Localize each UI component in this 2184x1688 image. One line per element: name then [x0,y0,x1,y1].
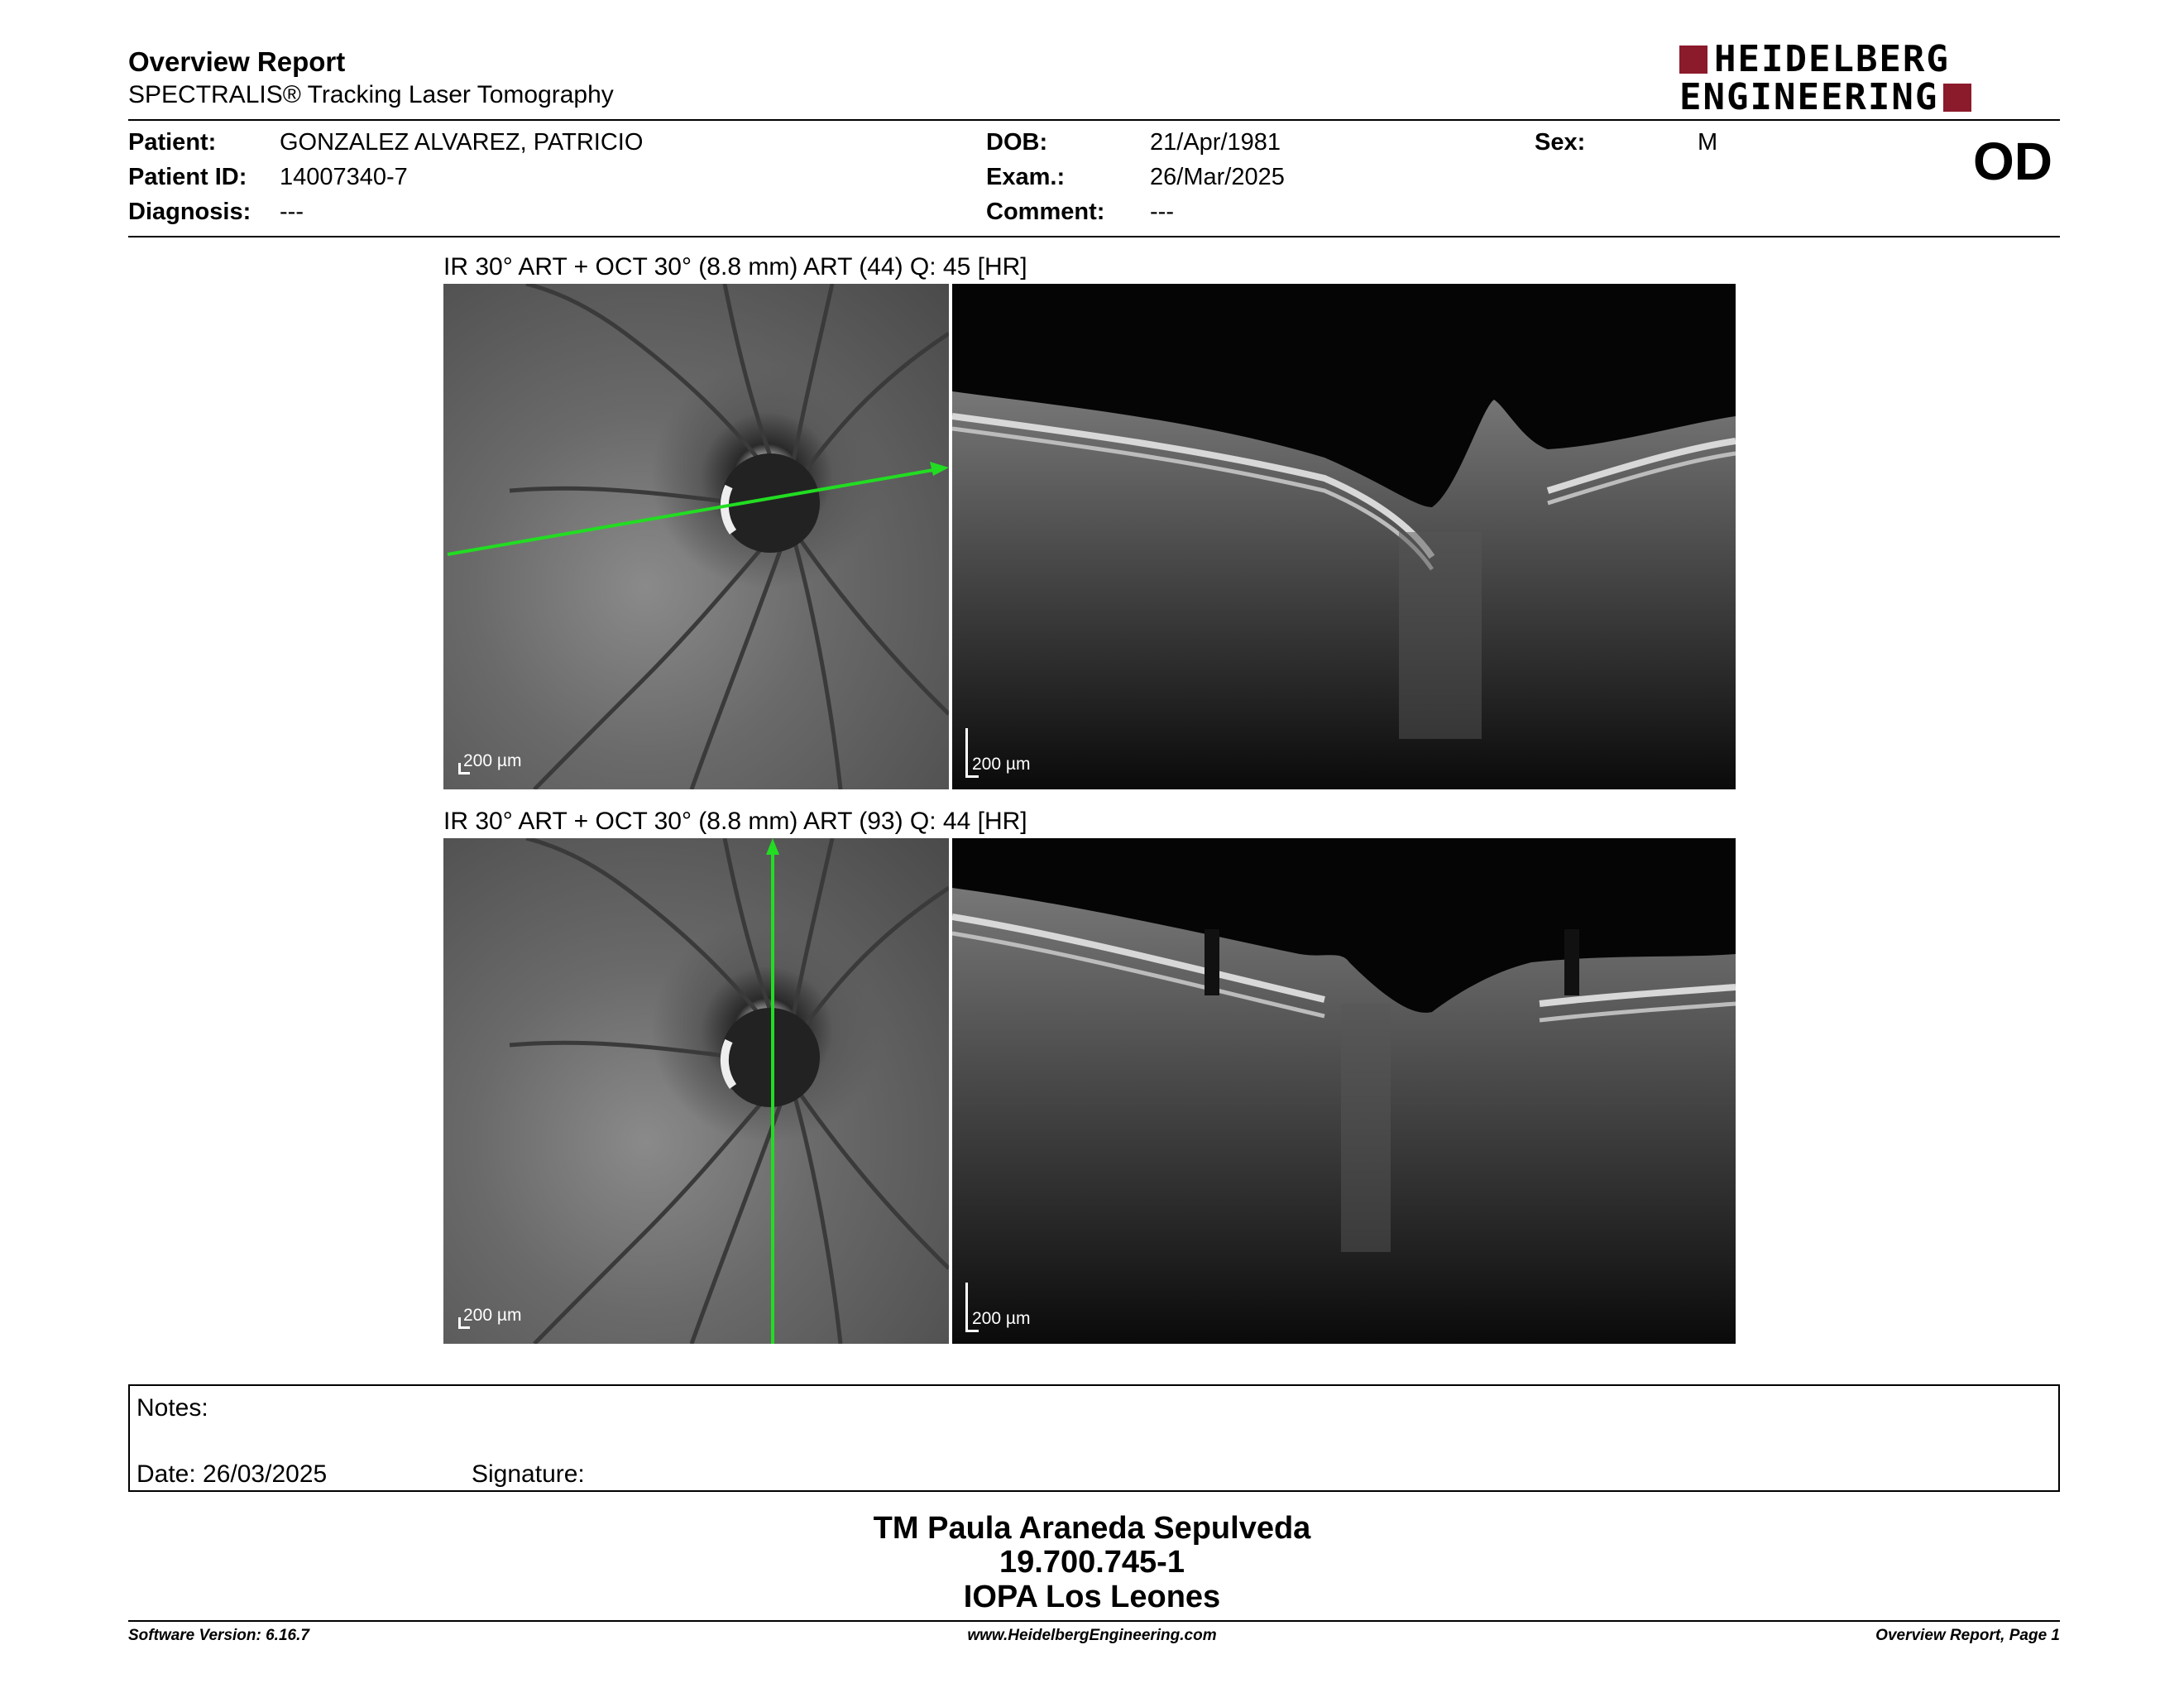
scan-1-arrowhead-icon [930,462,949,476]
scan-2-oct-scale [965,1309,1031,1332]
scan-1-oct-scale [965,755,1031,778]
logo-square-icon [1943,84,1971,112]
patient-divider [128,236,2060,237]
scan-1-fundus-scale-label: 200 µm [463,751,522,770]
scan-2-oct-scale-label: 200 µm [972,1309,1031,1328]
logo-line-2: ENGINEERING [1679,76,1939,118]
website-link[interactable]: www.HeidelbergEngineering.com [967,1627,1217,1644]
logo-line-1: HEIDELBERG [1714,38,1950,80]
footer-divider [128,1620,2060,1622]
logo-square-icon [1679,46,1707,74]
scan-1-title: IR 30° ART + OCT 30° (8.8 mm) ART (44) Q: 45 [HR] [443,253,1027,281]
scan-2-title: IR 30° ART + OCT 30° (8.8 mm) ART (93) Q: 44 [HR] [443,808,1027,835]
scan-2-oct-image[interactable] [952,838,1736,1344]
scan-2-fundus-scale-label: 200 µm [463,1306,522,1325]
scan-1-fundus-image[interactable] [443,284,949,789]
notes-label: Notes: [136,1394,208,1422]
scan-1-line [448,469,938,554]
notes-box [128,1384,2060,1492]
technician-id: 19.700.745-1 [999,1545,1185,1580]
institution-name: IOPA Los Leones [963,1580,1221,1614]
dob-label: DOB: [986,129,1048,156]
exam-label: Exam.: [986,164,1066,190]
comment-value: --- [1150,199,1174,225]
scan-1-oct-scale-label: 200 µm [972,755,1031,774]
diagnosis-value: --- [280,199,304,225]
dob-value: 21/Apr/1981 [1150,129,1281,156]
scan-2-oct-bscan [952,838,1736,1344]
date-label: Date: 26/03/2025 [136,1460,328,1488]
scan-1-fundus-scale [458,751,522,774]
header-divider [128,119,2060,121]
scan-2-arrowhead-icon [766,838,779,855]
patient-name: GONZALEZ ALVAREZ, PATRICIO [280,129,644,156]
scan-1-oct-bscan [952,284,1736,789]
sex-value: M [1698,129,1718,156]
signature-label: Signature: [472,1460,585,1488]
comment-label: Comment: [986,199,1105,225]
eye-indicator: OD [1973,132,2052,191]
page-indicator: Overview Report, Page 1 [1875,1627,2060,1644]
report-title: Overview Report [128,46,346,77]
scan-2-vessels [443,838,949,1344]
report-subtitle: SPECTRALIS® Tracking Laser Tomography [128,81,614,108]
software-version: Software Version: 6.16.7 [128,1627,309,1644]
exam-value: 26/Mar/2025 [1150,164,1285,190]
heidelberg-logo [1679,38,2064,118]
scan-1-oct-image[interactable] [952,284,1736,789]
diagnosis-label: Diagnosis: [128,199,251,225]
scan-2-fundus-image[interactable] [443,838,949,1344]
patient-id: 14007340-7 [280,164,408,190]
technician-name: TM Paula Araneda Sepulveda [873,1511,1311,1546]
patient-label: Patient: [128,129,217,156]
scan-2-fundus-scale [458,1306,522,1329]
patient-id-label: Patient ID: [128,164,247,190]
scan-1-vessels [443,284,949,789]
sex-label: Sex: [1535,129,1586,156]
